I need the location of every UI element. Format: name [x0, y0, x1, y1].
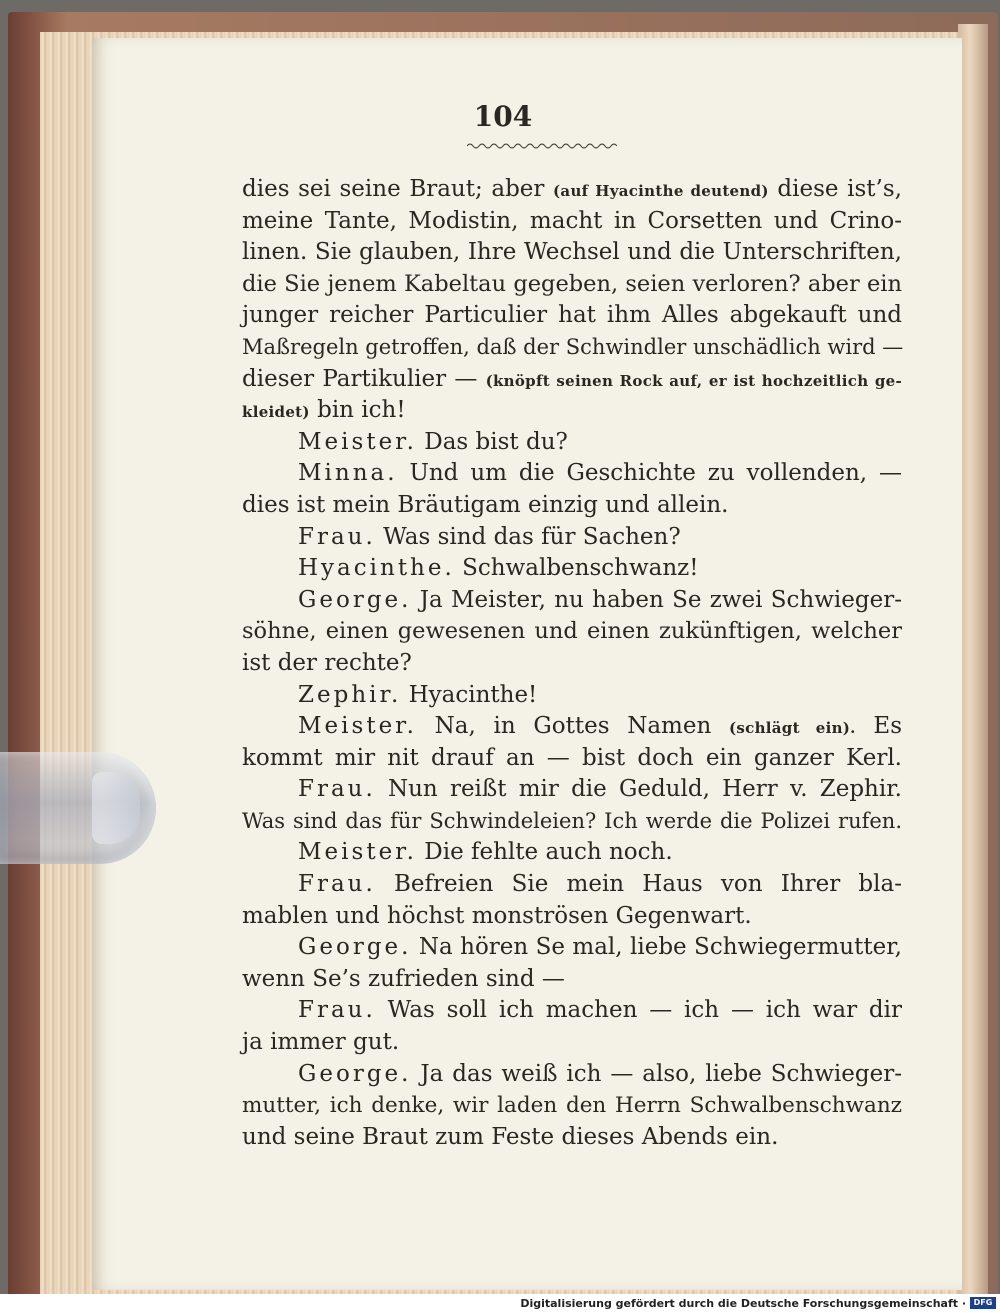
text-line [242, 837, 902, 869]
text-line [242, 774, 902, 806]
line-text: diese ist’s, [768, 176, 902, 202]
book-page [92, 38, 962, 1290]
text-line [242, 995, 902, 1027]
line-text: bin ich! [309, 397, 406, 424]
speaker-name: George. [298, 586, 412, 613]
line-text: dies sei seine Braut; aber [242, 176, 554, 202]
text-line [242, 300, 902, 332]
line-text: Befreien Sie mein Haus von Ihrer bla- [375, 871, 902, 898]
speaker-name: Frau. [298, 997, 376, 1024]
text-line [242, 395, 902, 427]
line-text: Das bist du? [416, 428, 568, 455]
line-text: die Sie jenem Kabeltau gegeben, seien verloren? aber ein [242, 270, 902, 297]
text-line [242, 332, 902, 364]
speaker-name: George. [298, 934, 412, 961]
text-line [242, 932, 902, 964]
line-text: Ja das weiß ich — also, liebe Schwieger- [411, 1060, 902, 1087]
text-line [242, 427, 902, 459]
page-right-edge [958, 24, 988, 1296]
text-line [242, 1059, 902, 1091]
line-text: mablen und höchst monströsen Gegenwart. [242, 902, 752, 929]
text-line [242, 490, 902, 522]
line-text: ja immer gut. [242, 1029, 400, 1056]
speaker-name: Minna. [298, 460, 398, 487]
stage-direction: kleidet) [242, 403, 310, 422]
speaker-name: Meister. [298, 839, 417, 866]
text-line [242, 269, 902, 301]
scanner-thumb-nail [92, 772, 140, 844]
speaker-name: Frau. [298, 776, 376, 803]
stage-direction: (knöpft seinen Rock auf, er ist hochzeitlich ge- [485, 371, 902, 390]
line-text: Schwalbenschwanz! [454, 555, 699, 582]
text-line [242, 711, 902, 743]
text-line [242, 1027, 902, 1059]
line-text: Die fehlte auch noch. [416, 839, 673, 866]
dfg-logo: DFG [970, 1297, 996, 1309]
text-line [242, 869, 902, 901]
line-text: und seine Braut zum Feste dieses Abends ein. [242, 1123, 779, 1150]
speaker-name: George. [298, 1060, 412, 1087]
speaker-name: Hyacinthe. [298, 555, 455, 582]
text-line [242, 522, 902, 554]
line-text: mutter, ich denke, wir laden den Herrn Schwalbenschwanz [242, 1093, 902, 1119]
speaker-name: Frau. [298, 523, 376, 550]
line-text: junger reicher Particulier hat ihm Alles abgekauft und [242, 302, 902, 329]
text-line [242, 174, 902, 206]
line-text: kommt mir nit drauf an — bist doch ein ganzer Kerl. [242, 744, 902, 771]
line-text: dieser Partikulier — [242, 365, 486, 392]
line-text: söhne, einen gewesenen und einen zukünftigen, welcher [242, 618, 902, 645]
text-line [242, 364, 902, 396]
line-text: Na hören Se mal, liebe Schwiegermutter, [411, 934, 902, 961]
line-text: Es [855, 713, 902, 740]
text-line [242, 553, 902, 585]
line-text: Ja Meister, nu haben Se zwei Schwieger- [411, 586, 902, 613]
text-line [242, 616, 902, 648]
line-text: linen. Sie glauben, Ihre Wechsel und die Unterschriften, [242, 239, 902, 266]
speaker-name: Zephir. [298, 681, 402, 708]
stage-direction: (auf Hyacinthe deutend) [553, 182, 769, 200]
line-text: Na, in Gottes Namen [416, 713, 729, 740]
text-line [242, 806, 902, 838]
line-text: meine Tante, Modistin, macht in Corsetten und Crino- [242, 207, 902, 234]
stage-direction: (schlägt ein). [729, 719, 856, 738]
wavy-rule-ornament [467, 142, 617, 150]
line-text: wenn Se’s zufrieden sind — [242, 965, 565, 992]
text-line [242, 743, 902, 775]
text-line [242, 964, 902, 996]
text-line [242, 458, 902, 490]
text-line [242, 206, 902, 238]
text-line [242, 1122, 902, 1154]
line-text: Nun reißt mir die Geduld, Herr v. Zephir. [375, 776, 902, 803]
text-line [242, 901, 902, 933]
page-number: 104 [473, 100, 533, 133]
line-text: Was soll ich machen — ich — ich war dir [375, 997, 902, 1024]
line-text: ist der rechte? [242, 649, 412, 676]
text-line [242, 648, 902, 680]
line-text: dies ist mein Bräutigam einzig und allein. [242, 491, 729, 518]
line-text: Maßregeln getroffen, daß der Schwindler unschädlich wird — [242, 334, 904, 359]
text-line [242, 1090, 902, 1122]
line-text: Was sind das für Schwindeleien? Ich werde die Polizei rufen. [242, 808, 902, 833]
line-text: Und um die Geschichte zu vollenden, — [397, 460, 902, 487]
body-text [242, 174, 902, 1153]
speaker-name: Meister. [298, 713, 417, 740]
line-text: Hyacinthe! [401, 681, 538, 708]
text-line [242, 680, 902, 712]
digitization-credit: Digitalisierung gefördert durch die Deutsche Forschungsgemeinschaft · [520, 1297, 966, 1310]
text-line [242, 585, 902, 617]
speaker-name: Frau. [298, 871, 376, 898]
speaker-name: Meister. [298, 428, 417, 455]
text-line [242, 237, 902, 269]
line-text: Was sind das für Sachen? [375, 523, 681, 550]
